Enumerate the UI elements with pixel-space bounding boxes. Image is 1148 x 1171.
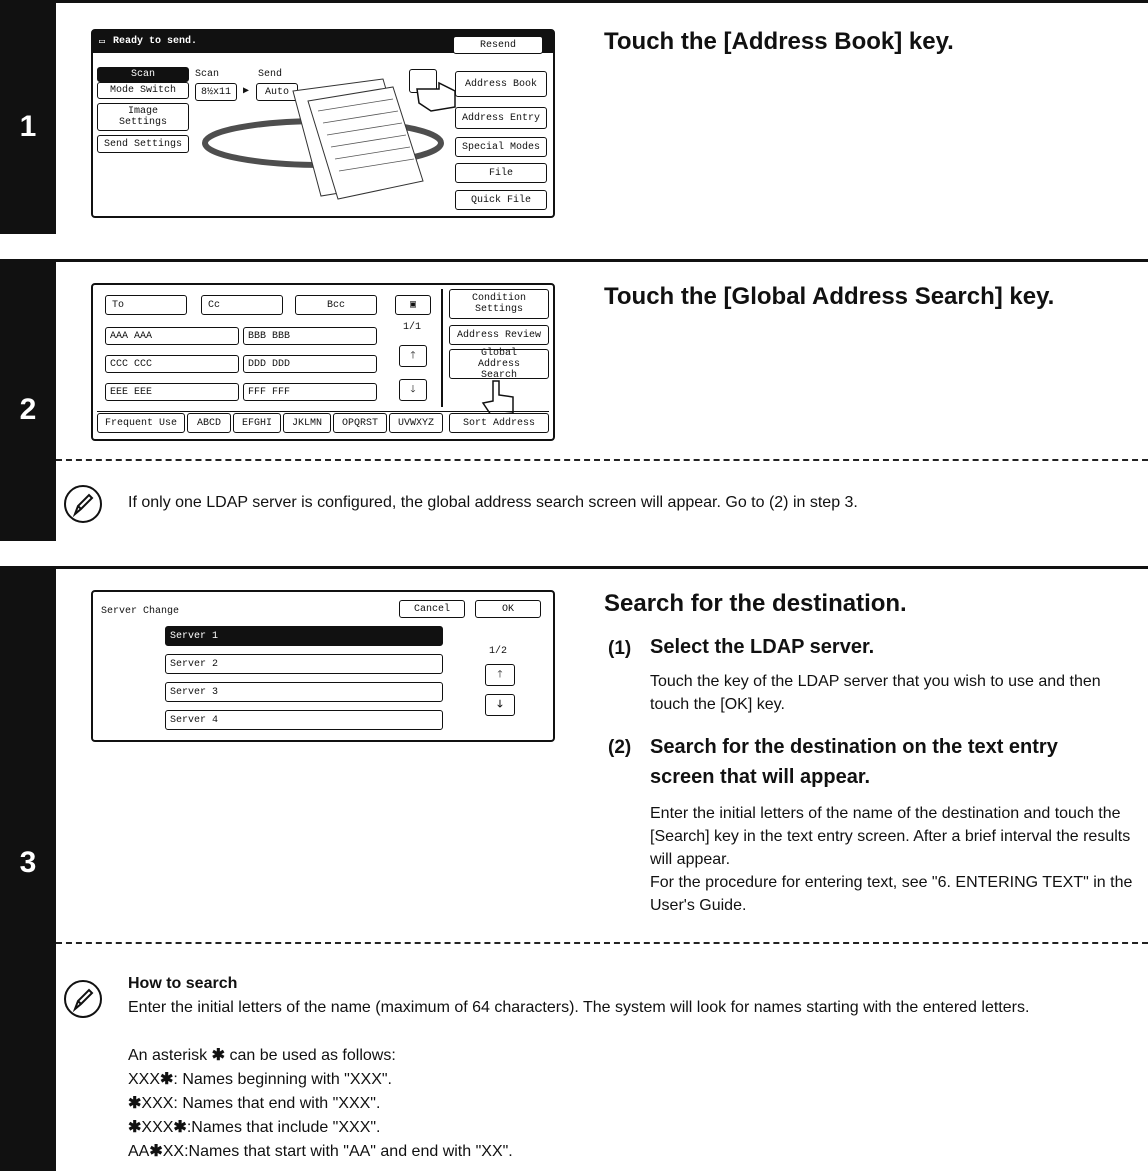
scan-label: Scan	[195, 69, 220, 80]
contact-aaa[interactable]	[105, 327, 239, 345]
note-text: If only one LDAP server is configured, the global address search screen will appear. Go to (2) in step 3.	[128, 494, 858, 511]
note-icon	[64, 485, 102, 523]
example-line-4	[128, 1140, 513, 1164]
send-label: Send	[258, 69, 283, 80]
scroll-up-button[interactable]: 🡑	[485, 664, 515, 686]
server-label: Server 1	[170, 630, 219, 642]
address-review-button[interactable]: Address Review	[449, 325, 549, 345]
server-4-key[interactable]	[165, 710, 443, 730]
contact-ccc[interactable]	[105, 355, 239, 373]
tab-jklmn[interactable]: JKLMN	[283, 413, 331, 433]
scroll-down-button[interactable]: 🡓	[485, 694, 515, 716]
substep-2-text: Enter the initial letters of the name of the destination and touch the [Search] key in the text entry screen. After a brief interval the results will appear.	[650, 805, 1131, 868]
vertical-divider	[441, 289, 443, 407]
scroll-down-button[interactable]: 🡓	[399, 379, 427, 401]
bcc-tab[interactable]	[295, 295, 377, 315]
asterisk-icon: ✱	[128, 1095, 142, 1112]
image-settings-key[interactable]: Image Settings	[97, 103, 189, 131]
step-number: 3	[19, 846, 37, 879]
file-button[interactable]: File	[455, 163, 547, 183]
substep-2-number: (2)	[608, 737, 632, 758]
cc-tab[interactable]	[201, 295, 283, 315]
asterisk-icon: ✱	[128, 1119, 142, 1136]
address-entry-button[interactable]: Address Entry	[455, 107, 547, 129]
example-text: XXX: Names that end with "XXX".	[141, 1095, 381, 1112]
server-change-screen	[91, 590, 555, 742]
asterisk-icon: ✱	[149, 1143, 163, 1160]
resend-button[interactable]: Resend	[453, 36, 543, 54]
server-1-key[interactable]	[165, 626, 443, 646]
tab-opqrst[interactable]: OPQRST	[333, 413, 387, 433]
dashed-separator	[56, 942, 1148, 944]
cancel-button[interactable]: Cancel	[399, 600, 465, 618]
address-book-screen	[91, 283, 555, 441]
contact-bbb[interactable]	[243, 327, 377, 345]
send-settings-key[interactable]: Send Settings	[97, 135, 189, 153]
auto-indicator: Auto	[256, 83, 298, 101]
status-text: Ready to send.	[113, 36, 198, 47]
example-line-1	[128, 1068, 392, 1092]
condition-settings-button[interactable]	[449, 289, 549, 319]
step-divider	[0, 566, 1148, 569]
quick-file-button[interactable]: Quick File	[455, 190, 547, 210]
substep-2-reference: For the procedure for entering text, see "6. ENTERING TEXT" in the User's Guide.	[650, 874, 1133, 914]
contact-eee[interactable]	[105, 383, 239, 401]
step-number-bar	[0, 259, 56, 541]
switch-display-button[interactable]: ▣	[395, 295, 431, 315]
server-label: Server 4	[170, 714, 219, 726]
note-title: How to search	[128, 975, 238, 992]
contact-fff[interactable]	[243, 383, 377, 401]
step-number: 1	[19, 110, 37, 143]
bcc-label: Bcc	[326, 299, 345, 311]
condition-settings-label: Condition Settings	[471, 293, 526, 315]
scan-key[interactable]: Scan	[97, 67, 189, 82]
contact-name: EEE EEE	[110, 386, 153, 398]
asterisk-usage-line	[128, 1044, 396, 1068]
contact-name: AAA AAA	[110, 330, 153, 342]
mode-switch-key[interactable]: Mode Switch	[97, 82, 189, 99]
to-tab[interactable]	[105, 295, 187, 315]
step-heading: Touch the [Global Address Search] key.	[604, 283, 1055, 310]
address-book-button[interactable]: Address Book	[455, 71, 547, 97]
example-prefix: XXX	[128, 1071, 161, 1088]
example-text: : Names beginning with "XXX".	[173, 1071, 392, 1088]
screen-title: Server Change	[101, 606, 180, 617]
step-number: 2	[19, 393, 37, 426]
asterisk-icon: ✱	[173, 1119, 187, 1136]
special-modes-button[interactable]: Special Modes	[455, 137, 547, 157]
asterisk-icon: ✱	[211, 1047, 225, 1064]
asterisk-usage-text: An asterisk	[128, 1047, 208, 1064]
example-prefix: XXX	[141, 1119, 174, 1136]
contact-ddd[interactable]	[243, 355, 377, 373]
example-prefix: AA	[128, 1143, 150, 1160]
substep-1-number: (1)	[608, 638, 632, 659]
contact-name: FFF FFF	[248, 386, 291, 398]
substep-1-title: Select the LDAP server.	[650, 636, 875, 658]
substep-1-text: Touch the key of the LDAP server that you wish to use and then touch the [OK] key.	[650, 673, 1101, 713]
step-2	[0, 259, 1148, 541]
server-3-key[interactable]	[165, 682, 443, 702]
page-indicator: 1/2	[489, 646, 508, 657]
example-line-2	[128, 1092, 380, 1116]
step-1	[0, 0, 1148, 234]
cc-label: Cc	[208, 299, 221, 311]
tab-uvwxyz[interactable]: UVWXYZ	[389, 413, 443, 433]
note-description: Enter the initial letters of the name (maximum of 64 characters). The system will look for names starting with the entered letters.	[128, 999, 1030, 1016]
server-label: Server 2	[170, 658, 219, 670]
server-2-key[interactable]	[165, 654, 443, 674]
note-icon	[64, 980, 102, 1018]
example-text: :Names that include "XXX".	[186, 1119, 381, 1136]
server-label: Server 3	[170, 686, 219, 698]
tab-abcd[interactable]: ABCD	[187, 413, 231, 433]
asterisk-icon: ✱	[160, 1071, 174, 1088]
asterisk-usage-suffix: can be used as follows:	[229, 1047, 396, 1064]
step-heading: Search for the destination.	[604, 590, 907, 617]
scroll-up-button[interactable]: 🡑	[399, 345, 427, 367]
ok-button[interactable]: OK	[475, 600, 541, 618]
contact-name: DDD DDD	[248, 358, 291, 370]
contact-name: CCC CCC	[110, 358, 153, 370]
status-icon: ▭	[99, 37, 106, 48]
example-line-3	[128, 1116, 381, 1140]
example-text: XX:Names that start with "AA" and end with "XX".	[162, 1143, 513, 1160]
global-address-search-button[interactable]	[449, 349, 549, 379]
send-screen	[91, 29, 555, 218]
step-number-bar	[0, 566, 56, 1171]
tab-efghi[interactable]: EFGHI	[233, 413, 281, 433]
substep-2-title-line-1: Search for the destination on the text entry	[650, 736, 1058, 758]
sort-address-button[interactable]: Sort Address	[449, 413, 549, 433]
pointing-hand-icon	[411, 77, 461, 121]
substep-2-title-line-2: screen that will appear.	[650, 766, 871, 788]
step-divider	[0, 0, 1148, 3]
page-indicator: 1/1	[403, 322, 422, 333]
step-number-bar	[0, 0, 56, 234]
dashed-separator	[56, 459, 1148, 461]
paper-size-indicator: 8½x11	[195, 83, 237, 101]
step-3	[0, 566, 1148, 1171]
step-divider	[0, 259, 1148, 262]
arrow-right-icon: ▶	[243, 86, 250, 97]
tab-frequent-use[interactable]: Frequent Use	[97, 413, 185, 433]
contact-name: BBB BBB	[248, 330, 291, 342]
global-address-search-label: Global Address Search	[477, 347, 520, 381]
to-label: To	[112, 299, 125, 311]
step-heading: Touch the [Address Book] key.	[604, 28, 954, 55]
